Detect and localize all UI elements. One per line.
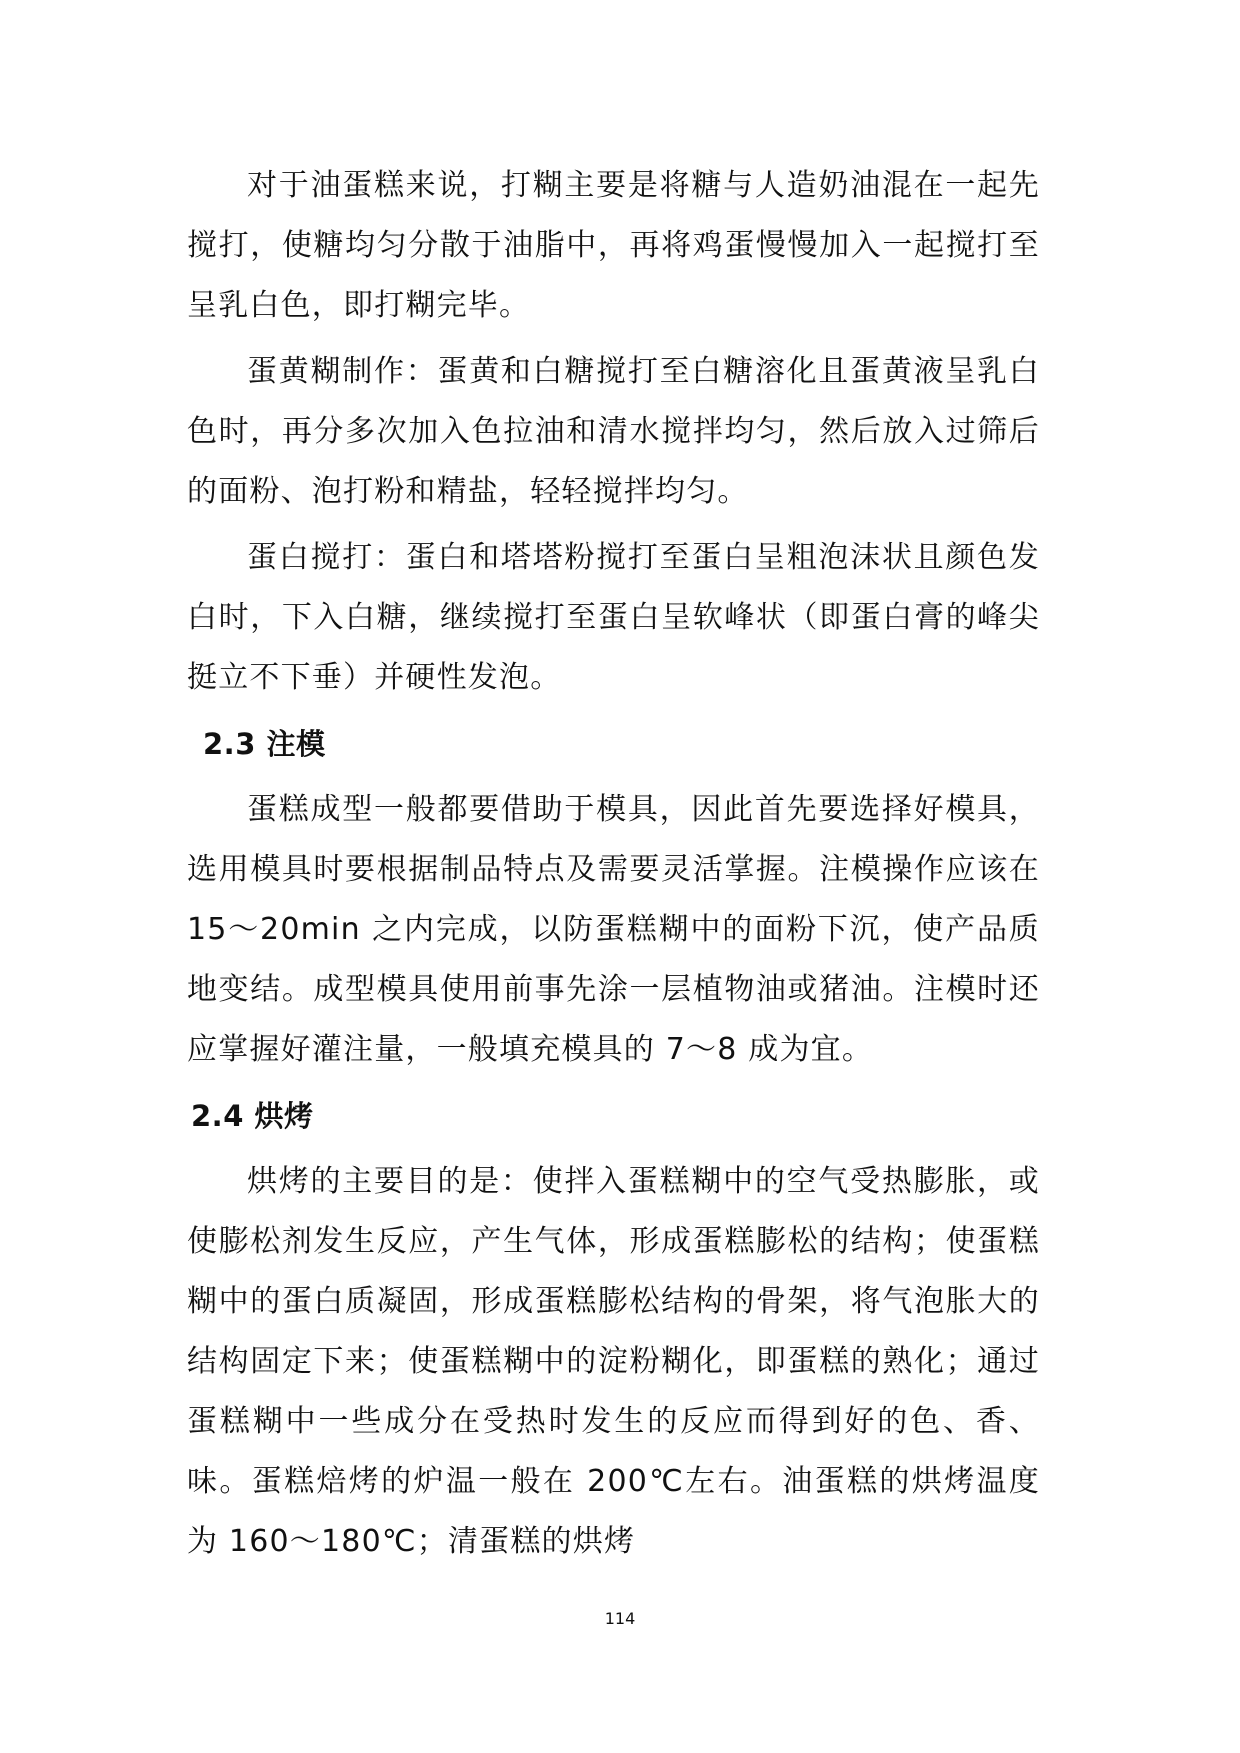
paragraph-egg-white-whipping: 蛋白搅打：蛋白和塔塔粉搅打至蛋白呈粗泡沫状且颜色发白时，下入白糖，继续搅打至蛋白呈软峰状（即蛋白膏的峰尖挺立不下垂）并硬性发泡。	[187, 540, 1040, 695]
page-number: 114	[604, 1609, 636, 1628]
paragraph-molding: 蛋糕成型一般都要借助于模具，因此首先要选择好模具，选用模具时要根据制品特点及需要灵活掌握。注模操作应该在 15～20min 之内完成，以防蛋糕糊中的面粉下沉，使产品质地变结。成型模具使用前事先涂一层植物油或猪油。注模时还应掌握好灌注量，一般填充模具的 7～8 成为宜。	[187, 792, 1040, 1067]
section-heading-baking: 2.4 烘烤	[191, 1099, 314, 1133]
paragraph-oil-cake-batter: 对于油蛋糕来说，打糊主要是将糖与人造奶油混在一起先搅打，使糖均匀分散于油脂中，再将鸡蛋慢慢加入一起搅打至呈乳白色，即打糊完毕。	[187, 168, 1040, 323]
body-text	[187, 156, 1040, 1578]
section-heading-molding: 2.3 注模	[203, 727, 326, 761]
paragraph-yolk-batter: 蛋黄糊制作：蛋黄和白糖搅打至白糖溶化且蛋黄液呈乳白色时，再分多次加入色拉油和清水搅拌均匀，然后放入过筛后的面粉、泡打粉和精盐，轻轻搅拌均匀。	[187, 354, 1040, 509]
paragraph-baking: 烘烤的主要目的是：使拌入蛋糕糊中的空气受热膨胀，或使膨松剂发生反应，产生气体，形成蛋糕膨松的结构；使蛋糕糊中的蛋白质凝固，形成蛋糕膨松结构的骨架，将气泡胀大的结构固定下来；使蛋糕糊中的淀粉糊化，即蛋糕的熟化；通过蛋糕糊中一些成分在受热时发生的反应而得到好的色、香、味。蛋糕焙烤的炉温一般在 200℃左右。油蛋糕的烘烤温度为 160～180℃；清蛋糕的烘烤	[187, 1164, 1040, 1559]
